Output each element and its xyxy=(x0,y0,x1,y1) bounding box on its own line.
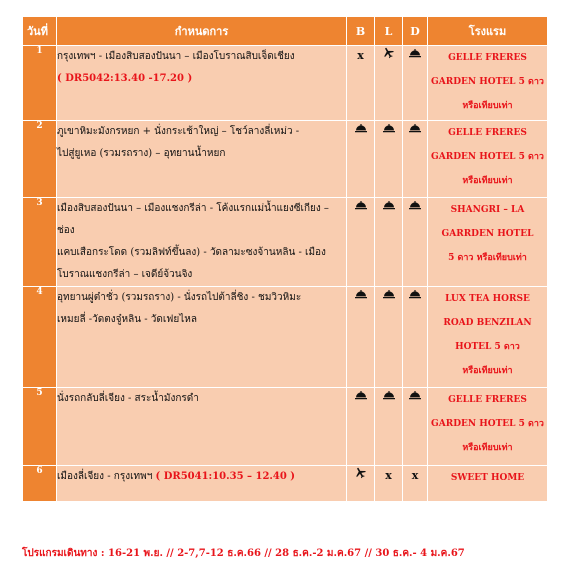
restaurant-icon xyxy=(382,287,396,303)
flight-info: ( DR5041:10.35 – 12.40 ) xyxy=(155,471,296,482)
restaurant-icon xyxy=(354,287,368,303)
meal-cell-b xyxy=(347,121,375,198)
table-row xyxy=(23,466,548,502)
meal-cell-b xyxy=(347,466,375,502)
meal-cell-l xyxy=(375,466,403,502)
meal-cell-d xyxy=(403,388,428,466)
meal-cell-b xyxy=(347,46,375,121)
day-number: 4 xyxy=(23,287,57,388)
meal-cell-b xyxy=(347,388,375,466)
itinerary-table xyxy=(22,16,548,502)
header-hotel: โรงแรม xyxy=(428,17,548,46)
table-row xyxy=(23,46,548,121)
program-text-line2: ไปสู่ยูเหอ (รวมรถราง) – อุทยานน้ำหยก xyxy=(57,148,226,159)
hotel-cell xyxy=(428,466,548,502)
hotel-line: หรือเทียบเท่า xyxy=(462,176,513,186)
hotel-line: SHANGRI – LA xyxy=(450,205,525,215)
meal-cell-l xyxy=(375,121,403,198)
table-row xyxy=(23,198,548,287)
header-dinner: D xyxy=(403,17,428,46)
table-header-row xyxy=(23,17,548,46)
restaurant-icon xyxy=(408,198,422,214)
program-cell xyxy=(57,287,347,388)
program-text: เมืองสิบสองปันนา – เมืองแชงกรีล่า - โค้งแรกแม่น้ำแยงซีเกียง – ช่อง xyxy=(57,203,329,236)
meal-cell-l xyxy=(375,388,403,466)
program-text-line1: เมืองลี่เจียง - กรุงเทพฯ xyxy=(57,471,153,482)
hotel-line: หรือเทียบเท่า xyxy=(462,443,513,453)
day-number: 6 xyxy=(23,466,57,502)
no-meal-mark: x xyxy=(357,49,364,62)
restaurant-icon xyxy=(382,388,396,404)
program-text-line2: แคบเสือกระโดด (รวมลิฟท์ขึ้นลง) - วัดลามะซงจ้านหลิน - เมือง xyxy=(57,247,326,258)
hotel-line: LUX TEA HORSE xyxy=(445,294,530,304)
meal-cell-b xyxy=(347,287,375,388)
hotel-cell xyxy=(428,46,548,121)
hotel-line: 5 ดาว หรือเทียบเท่า xyxy=(448,253,527,263)
hotel-line: GELLE FRERES xyxy=(448,395,527,405)
table-body xyxy=(23,46,548,502)
restaurant-icon xyxy=(408,388,422,404)
hotel-line: GARDEN HOTEL 5 ดาว xyxy=(431,77,544,87)
restaurant-icon xyxy=(382,198,396,214)
restaurant-icon xyxy=(408,287,422,303)
program-cell xyxy=(57,198,347,287)
meal-cell-l xyxy=(375,46,403,121)
meal-cell-d xyxy=(403,287,428,388)
restaurant-icon xyxy=(408,46,422,62)
hotel-line: GARRDEN HOTEL xyxy=(441,229,534,239)
hotel-cell xyxy=(428,388,548,466)
no-meal-mark: x xyxy=(385,469,392,482)
program-cell xyxy=(57,46,347,121)
restaurant-icon xyxy=(382,121,396,137)
program-cell xyxy=(57,388,347,466)
header-breakfast: B xyxy=(347,17,375,46)
restaurant-icon xyxy=(354,121,368,137)
meal-cell-l xyxy=(375,198,403,287)
restaurant-icon xyxy=(354,198,368,214)
meal-cell-d xyxy=(403,121,428,198)
hotel-line: GELLE FRERES xyxy=(448,128,527,138)
airplane-icon xyxy=(354,466,367,483)
meal-cell-l xyxy=(375,287,403,388)
meal-cell-b xyxy=(347,198,375,287)
program-text: ภูเขาหิมะมังกรหยก + นั่งกระเช้าใหญ่ – โชว์ลางลี่เหม่ว - xyxy=(57,126,300,137)
hotel-line: HOTEL 5 ดาว xyxy=(455,342,520,352)
hotel-cell xyxy=(428,287,548,388)
header-day: วันที่ xyxy=(23,17,57,46)
table-row xyxy=(23,388,548,466)
day-number: 2 xyxy=(23,121,57,198)
program-text: อุทยานผู่ต๋าชั่ว (รวมรถราง) - นั่งรถไปต้าลี่ชิง - ชมวิวหิมะ xyxy=(57,292,302,303)
airplane-icon xyxy=(382,46,395,63)
table-row xyxy=(23,121,548,198)
program-text-line3: โบราณแชงกรีล่า – เจดีย์จ้วนจิง xyxy=(57,269,193,280)
day-number: 1 xyxy=(23,46,57,121)
hotel-line: หรือเทียบเท่า xyxy=(462,101,513,111)
program-cell xyxy=(57,466,347,502)
program-cell xyxy=(57,121,347,198)
program-text xyxy=(57,466,346,488)
hotel-line: GARDEN HOTEL 5 ดาว xyxy=(431,419,544,429)
hotel-cell xyxy=(428,198,548,287)
hotel-line: SWEET HOME xyxy=(450,473,525,483)
restaurant-icon xyxy=(408,121,422,137)
hotel-line: หรือเทียบเท่า xyxy=(462,366,513,376)
program-text: นั่งรถกลับลี่เจียง - สระน้ำมังกรดำ xyxy=(57,393,199,404)
program-text-line2: เหมยลี่ -วัดตงจู๋หลิน - วัดเฟยไหล xyxy=(57,314,197,325)
table-row xyxy=(23,287,548,388)
header-program: กำหนดการ xyxy=(57,17,347,46)
meal-cell-d xyxy=(403,466,428,502)
travel-dates-footer: โปรแกรมเดินทาง : 16-21 พ.ย. // 2-7,7-12 ธ.ค.66 // 28 ธ.ค.-2 ม.ค.67 // 30 ธ.ค.- 4 ม.ค.67 xyxy=(22,548,465,559)
program-text: กรุงเทพฯ - เมืองสิบสองปันนา – เมืองโบราณสิบเจ็ดเชียง xyxy=(57,51,295,62)
day-number: 3 xyxy=(23,198,57,287)
hotel-line: ROAD BENZILAN xyxy=(443,318,532,328)
hotel-line: GARDEN HOTEL 5 ดาว xyxy=(431,152,544,162)
day-number: 5 xyxy=(23,388,57,466)
header-lunch: L xyxy=(375,17,403,46)
meal-cell-d xyxy=(403,46,428,121)
hotel-line: GELLE FRERES xyxy=(448,53,527,63)
no-meal-mark: x xyxy=(411,469,419,482)
flight-info: ( DR5042:13.40 -17.20 ) xyxy=(57,73,193,84)
restaurant-icon xyxy=(354,388,368,404)
meal-cell-d xyxy=(403,198,428,287)
hotel-cell xyxy=(428,121,548,198)
